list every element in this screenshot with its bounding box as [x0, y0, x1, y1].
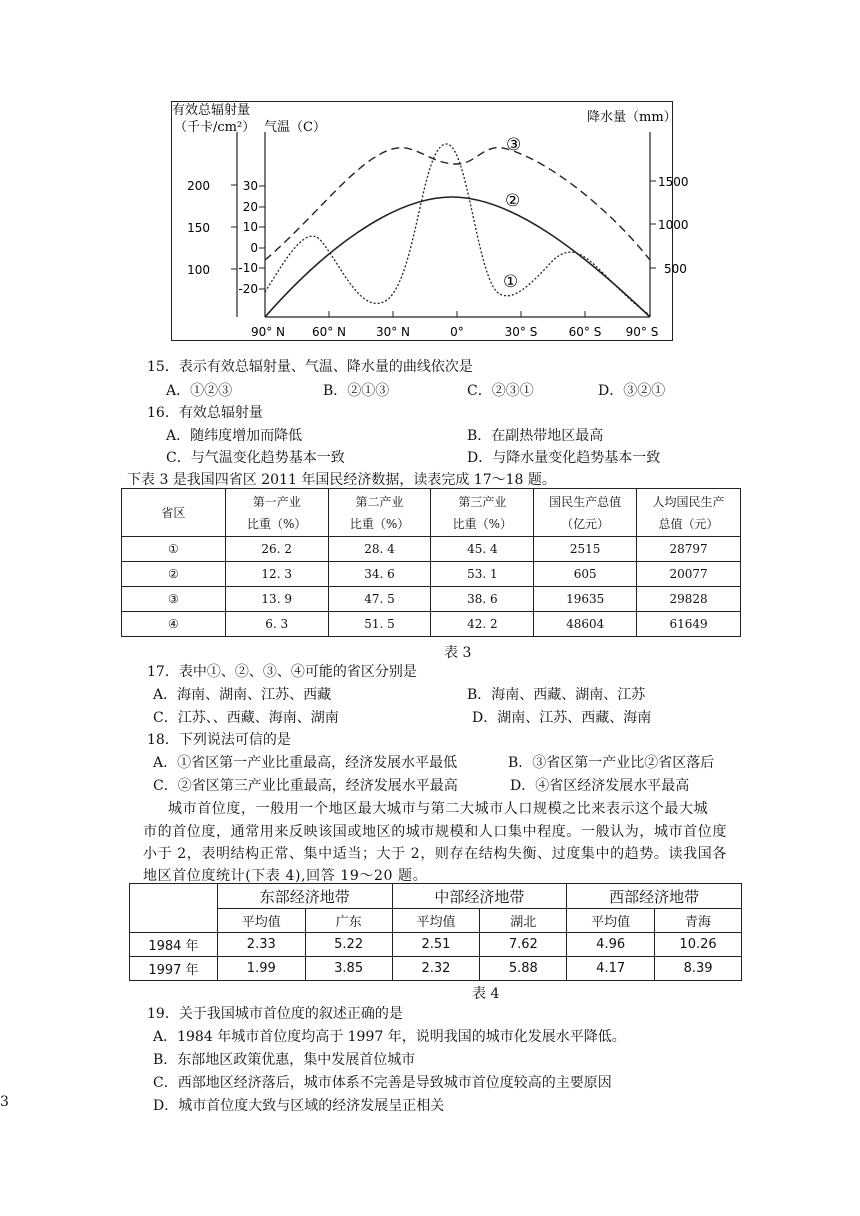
table-cell: 28. 4	[328, 537, 431, 562]
x-tick-label: 60° N	[311, 325, 347, 339]
right-axis-title: 降水量（mm）	[587, 110, 677, 125]
question-18-option-a[interactable]: A．①省区第一产业比重最高，经济发展水平最低	[153, 755, 458, 771]
table-header-cell: 国民生产总值 （亿元）	[534, 489, 637, 537]
x-tick-label: 30° S	[504, 325, 538, 339]
question-19-stem: 19．关于我国城市首位度的叙述正确的是	[147, 1006, 403, 1022]
table-group-header: 东部经济地带	[217, 884, 392, 909]
table-row	[122, 587, 741, 612]
climate-chart	[171, 101, 689, 341]
table-cell: 48604	[534, 612, 637, 637]
page-number: 3	[0, 1094, 9, 1110]
paragraph-line: 小于 2，表明结构正常、集中适当；大于 2，则存在结构失衡、过度集中的趋势。读我国各	[143, 846, 727, 862]
table-cell: ③	[122, 587, 226, 612]
table-cell: 4.17	[567, 957, 655, 981]
question-19-option-a[interactable]: A．1984 年城市首位度均高于 1997 年，说明我国的城市化发展水平降低。	[153, 1029, 626, 1045]
question-19-option-c[interactable]: C．西部地区经济落后，城市体系不完善是导致城市首位度较高的主要原因	[153, 1075, 612, 1091]
x-tick-label: 90° S	[625, 325, 659, 339]
left-axis-title-1: 有效总辐射量	[172, 103, 251, 118]
temp-axis-title: 气温（C）	[264, 120, 326, 135]
table-cell: 29828	[637, 587, 741, 612]
table-cell: 26. 2	[225, 537, 328, 562]
left-tick-label: 150	[187, 221, 210, 235]
question-19-option-b[interactable]: B．东部地区政策优惠，集中发展首位城市	[153, 1052, 416, 1068]
table-row	[122, 537, 741, 562]
table-header-cell: 第三产业 比重（%）	[431, 489, 534, 537]
table-cell: 51. 5	[328, 612, 431, 637]
right-tick-label: 500	[664, 262, 687, 276]
question-15-option-a[interactable]: A．①②③	[166, 383, 233, 399]
question-19-option-d[interactable]: D．城市首位度大致与区域的经济发展呈正相关	[153, 1098, 445, 1114]
question-17-option-d[interactable]: D．湖南、江苏、西藏、海南	[472, 710, 652, 726]
table-cell: 12. 3	[225, 562, 328, 587]
table-subheader: 湖北	[480, 909, 567, 933]
table-cell: 6. 3	[225, 612, 328, 637]
table-subheader: 青海	[655, 909, 742, 933]
temp-tick-label: 10	[242, 220, 258, 234]
right-tick-label: 1000	[658, 218, 689, 232]
left-axis-title-2: （千卡/cm²）	[174, 120, 256, 135]
question-15-option-d[interactable]: D．③②①	[598, 383, 666, 399]
question-17-option-a[interactable]: A．海南、湖南、江苏、西藏	[153, 687, 332, 703]
table-row	[122, 562, 741, 587]
question-15-option-b[interactable]: B．②①③	[323, 383, 390, 399]
table-subheader-row	[130, 909, 742, 933]
table-cell: 5.22	[305, 933, 392, 957]
table-cell: 20077	[637, 562, 741, 587]
table-cell: 2.33	[217, 933, 305, 957]
table-subheader: 平均值	[567, 909, 655, 933]
table-4-caption: 表 4	[472, 986, 500, 1002]
curve-2-solid	[265, 197, 650, 317]
question-17-option-c[interactable]: C．江苏、、西藏、海南、湖南	[153, 710, 339, 726]
table-cell: 28797	[637, 537, 741, 562]
table-cell: 7.62	[480, 933, 567, 957]
table-3	[121, 488, 741, 637]
table-header-cell: 第一产业 比重（%）	[225, 489, 328, 537]
table-header-cell: 第二产业 比重（%）	[328, 489, 431, 537]
question-16-stem: 16．有效总辐射量	[147, 405, 263, 421]
temp-tick-label: -20	[238, 282, 258, 296]
table-cell: 10.26	[655, 933, 742, 957]
table-cell: 13. 9	[225, 587, 328, 612]
right-tick-label: 1500	[658, 175, 689, 189]
table-cell: 5.88	[480, 957, 567, 981]
question-17-stem: 17．表中①、②、③、④可能的省区分别是	[147, 664, 417, 680]
table-cell: 1984 年	[130, 933, 218, 957]
question-16-option-b[interactable]: B．在副热带地区最高	[467, 428, 604, 444]
table-cell: 38. 6	[431, 587, 534, 612]
table-cell: 42. 2	[431, 612, 534, 637]
x-tick-label: 0°	[450, 325, 464, 339]
table-subheader: 广东	[305, 909, 392, 933]
table-cell: ①	[122, 537, 226, 562]
question-18-option-d[interactable]: D．④省区经济发展水平最高	[510, 778, 690, 794]
table-row	[122, 612, 741, 637]
paragraph-line: 地区首位度统计(下表 4),回答 19～20 题。	[143, 868, 428, 884]
temp-tick-label: 30	[242, 179, 258, 193]
table-cell: 19635	[534, 587, 637, 612]
paragraph-line: 城市首位度，一般用一个地区最大城市与第二大城市人口规模之比来表示这个最大城	[168, 801, 709, 817]
table-row	[130, 933, 742, 957]
temp-tick-label: 20	[242, 200, 258, 214]
table-cell: 3.85	[305, 957, 392, 981]
table-header-cell: 人均国民生产 总值（元）	[637, 489, 741, 537]
question-18-option-c[interactable]: C．②省区第三产业比重最高，经济发展水平最高	[153, 778, 458, 794]
question-16-option-a[interactable]: A．随纬度增加而降低	[166, 428, 303, 444]
table-cell: 1.99	[217, 957, 305, 981]
curve-label-2: ②	[505, 191, 521, 211]
question-17-option-b[interactable]: B．海南、西藏、湖南、江苏	[467, 687, 646, 703]
table-group-header: 中部经济地带	[392, 884, 567, 909]
x-tick-label: 30° N	[375, 325, 411, 339]
curve-label-1: ①	[503, 272, 519, 292]
table-subheader: 平均值	[217, 909, 305, 933]
table-header-cell: 省区	[122, 489, 226, 537]
table-cell: ②	[122, 562, 226, 587]
table-cell: 2.51	[392, 933, 480, 957]
table-cell: 8.39	[655, 957, 742, 981]
table-4	[129, 883, 742, 981]
chart-svg	[172, 102, 689, 342]
table-group-header: 西部经济地带	[567, 884, 742, 909]
table-corner-cell	[130, 884, 218, 933]
table-cell: 53. 1	[431, 562, 534, 587]
paragraph-line: 市的首位度，通常用来反映该国或地区的城市规模和人口集中程度。一般认为，城市首位度	[143, 824, 727, 840]
x-tick-label: 60° S	[568, 325, 602, 339]
left-tick-label: 200	[187, 179, 210, 193]
table-cell: 1997 年	[130, 957, 218, 981]
table-cell: 2515	[534, 537, 637, 562]
question-15-option-c[interactable]: C．②③①	[467, 383, 534, 399]
curve-1-dotted	[265, 144, 650, 315]
x-tick-label: 90° N	[250, 325, 286, 339]
question-15-stem: 15．表示有效总辐射量、气温、降水量的曲线依次是	[147, 359, 473, 375]
table-subheader: 平均值	[392, 909, 480, 933]
table-cell: 2.32	[392, 957, 480, 981]
curve-label-3: ③	[506, 135, 522, 155]
table-group-header-row	[130, 884, 742, 909]
table-cell: 4.96	[567, 933, 655, 957]
table-3-caption: 表 3	[444, 645, 472, 661]
table-row	[130, 957, 742, 981]
table3-intro: 下表 3 是我国四省区 2011 年国民经济数据，读表完成 17～18 题。	[127, 472, 556, 488]
table-cell: 605	[534, 562, 637, 587]
question-18-stem: 18．下列说法可信的是	[147, 732, 291, 748]
question-16-option-c[interactable]: C．与气温变化趋势基本一致	[166, 450, 345, 466]
temp-tick-label: 0	[250, 241, 258, 255]
table-cell: 61649	[637, 612, 741, 637]
question-18-option-b[interactable]: B．③省区第一产业比②省区落后	[508, 755, 715, 771]
left-tick-label: 100	[187, 263, 210, 277]
table-cell: 47. 5	[328, 587, 431, 612]
question-16-option-d[interactable]: D．与降水量变化趋势基本一致	[467, 450, 661, 466]
table-cell: 45. 4	[431, 537, 534, 562]
table-cell: 34. 6	[328, 562, 431, 587]
table-header-row	[122, 489, 741, 537]
table-cell: ④	[122, 612, 226, 637]
temp-tick-label: -10	[238, 261, 258, 275]
